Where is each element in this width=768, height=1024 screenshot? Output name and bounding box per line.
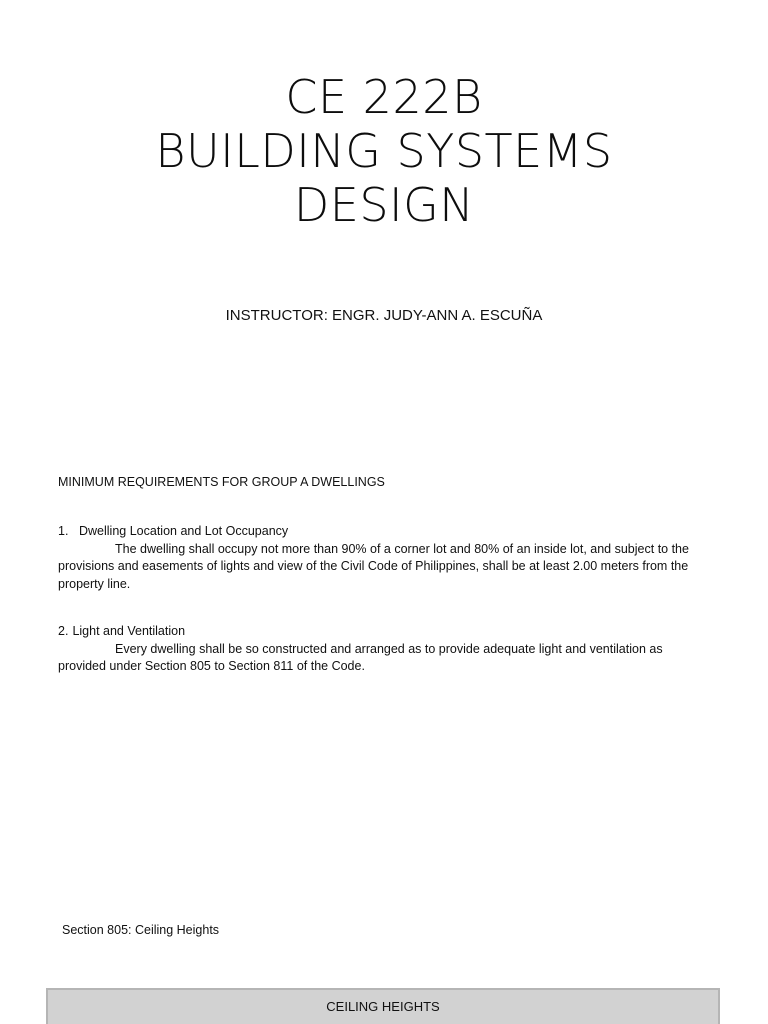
section-heading: MINIMUM REQUIREMENTS FOR GROUP A DWELLINGS xyxy=(58,475,385,489)
item-title: Light and Ventilation xyxy=(72,624,186,638)
title-course-name-line1: BUILDING SYSTEMS xyxy=(155,124,613,178)
item-number: 2. xyxy=(58,624,69,638)
list-item xyxy=(58,523,708,593)
item-paragraph: Every dwelling shall be so constructed and arranged as to provide adequate light and ventilation as provided under Section 805 to Section 811 of the Code. xyxy=(58,641,663,673)
instructor-line: INSTRUCTOR: ENGR. JUDY-ANN A. ESCUÑA xyxy=(225,307,543,324)
item-title-row xyxy=(58,623,708,641)
item-title: Dwelling Location and Lot Occupancy xyxy=(79,524,289,538)
title-course-name-line2: DESIGN xyxy=(293,178,475,232)
item-paragraph: The dwelling shall occupy not more than 90% of a corner lot and 80% of an inside lot, and subject to the provisions and easements of lights and view of the Civil Code of Philippines, shall be at least 2.00 meters from the property line. xyxy=(58,541,689,591)
title-course-code: CE 222B xyxy=(285,70,483,124)
table-header: CEILING HEIGHTS xyxy=(46,988,720,1024)
list-item xyxy=(58,623,708,676)
document-title xyxy=(0,70,768,232)
item-number: 1. xyxy=(58,524,69,538)
item-title-row xyxy=(58,523,708,541)
section-805-heading: Section 805: Ceiling Heights xyxy=(62,923,220,937)
